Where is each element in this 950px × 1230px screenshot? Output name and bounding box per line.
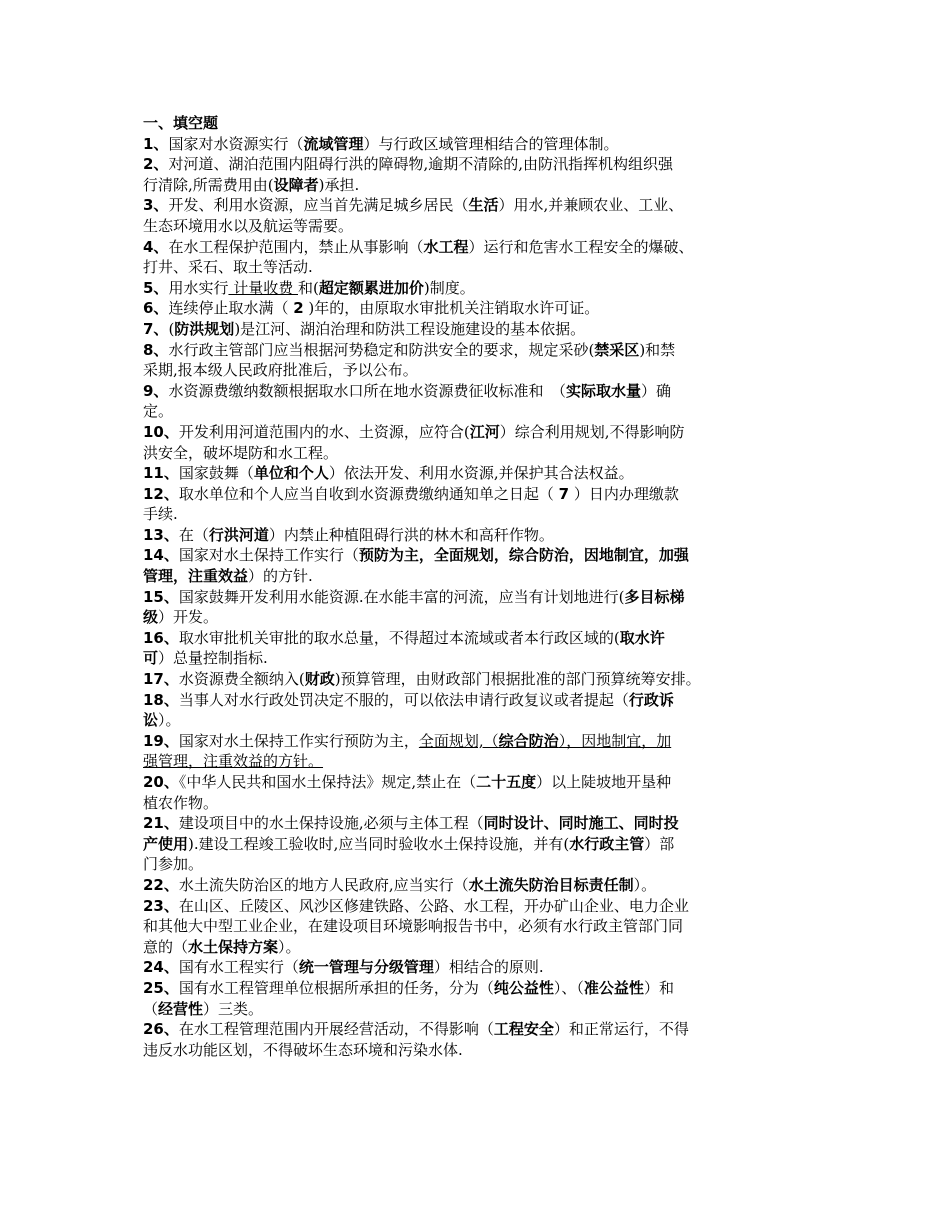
answer-text: 水土保持方案 <box>188 937 279 956</box>
text-line <box>143 1040 813 1061</box>
question-text: 和( <box>298 278 319 297</box>
question-text: ）的方针. <box>248 567 313 586</box>
answer-text: 15、 <box>143 587 179 606</box>
text-line <box>143 463 813 484</box>
text-line <box>143 1019 813 1040</box>
question-text: ）和 <box>643 978 674 997</box>
answer-text: 11、 <box>143 464 179 483</box>
text-line <box>143 937 813 958</box>
question-text: 洪安全，破坏堤防和水工程。 <box>143 443 339 462</box>
question-text: ）开发。 <box>158 608 219 627</box>
question-text: 违反水功能区划，不得破坏生态环境和污染水体. <box>143 1040 463 1059</box>
text-line <box>143 195 813 216</box>
question-text: （ <box>143 999 159 1018</box>
question-text: ）。 <box>633 875 657 894</box>
question-text: 行清除,所需费用由( <box>143 175 274 194</box>
question-text: 水行政主管部门应当根据河势稳定和防洪安全的要求，规定采砂( <box>168 340 595 359</box>
answer-text: 水工程 <box>423 237 469 256</box>
text-line <box>143 834 813 855</box>
question-text: ）、（ <box>553 978 584 997</box>
answer-text: 实际取水量 <box>565 381 641 400</box>
text-line <box>143 443 813 464</box>
question-text: ）内禁止种植阻碍行洪的林木和高秆作物。 <box>268 525 554 544</box>
answer-text: 1、 <box>143 134 169 153</box>
answer-text: 行政诉 <box>628 690 674 709</box>
question-text: ）。 <box>278 937 301 956</box>
question-text: )承担. <box>318 175 360 194</box>
question-text: )是江河、湖泊治理和防洪工程设施建设的基本依据。 <box>234 319 586 338</box>
text-line <box>143 710 813 731</box>
question-text: 建设项目中的水土保持设施,必须与主体工程（ <box>178 814 484 833</box>
question-text: ).建设工程竣工验收时,应当同时验收水土保持设施，并有( <box>188 834 570 853</box>
answer-text: 3、 <box>143 196 169 215</box>
question-text: 取水审批机关审批的取水总量，不得超过本流域或者本行政区域的( <box>178 628 620 647</box>
question-text: 连续停止取水满（ <box>168 299 294 318</box>
question-text: 采期,报本级人民政府批准后，予以公布。 <box>143 361 418 380</box>
text-line <box>143 628 813 649</box>
question-text: 在（ <box>178 525 209 544</box>
text-line <box>143 751 813 772</box>
answer-text: 级 <box>143 608 159 627</box>
question-text: 对河道、湖泊范围内阻碍行洪的障碍物,逾期不清除的,由防汛指挥机构组织强 <box>168 155 673 174</box>
text-line <box>143 278 813 299</box>
text-line <box>143 669 813 690</box>
question-text: 在山区、丘陵区、风沙区修建铁路、公路、水工程，开办矿山企业、电力企业 <box>178 896 689 915</box>
text-line <box>143 587 813 608</box>
answer-text: 8、 <box>143 340 169 359</box>
answer-text: 禁采区 <box>594 340 640 359</box>
answer-text: 生活 <box>468 196 499 215</box>
answer-text: 江河 <box>469 422 500 441</box>
answer-text: 25、 <box>143 978 179 997</box>
question-text: )制度。 <box>423 278 475 297</box>
question-text: 取水单位和个人应当自收到水资源费缴纳通知单之日起（ <box>178 484 559 503</box>
answer-text: 超定额累进加价 <box>318 278 424 297</box>
text-line <box>143 340 813 361</box>
answer-text: 17、 <box>143 670 179 689</box>
question-text: 国家鼓舞（ <box>178 464 254 483</box>
text-line <box>143 257 813 278</box>
question-text: ）确 <box>640 381 671 400</box>
section-heading: 一、填空题 <box>143 114 219 132</box>
text-line <box>143 793 813 814</box>
answer-text: 18、 <box>143 690 179 709</box>
question-text: )年的，由原取水审批机关注销取水许可证。 <box>303 299 600 318</box>
question-text: ）总量控制指标. <box>158 649 268 668</box>
answer-text: 单位和个人 <box>253 464 329 483</box>
text-line <box>143 484 813 505</box>
answer-text: 水行政主管 <box>569 834 645 853</box>
answer-text: 预防为主，全面规划，综合防治，因地制宜，加强 <box>358 546 689 565</box>
text-line <box>143 731 813 752</box>
question-text: 强管理，注重效益的方针。 <box>143 752 324 771</box>
question-text: ）部 <box>644 834 675 853</box>
question-text: 当事人对水行政处罚决定不服的，可以依法申请行政复议或者提起（ <box>178 690 629 709</box>
text-line <box>143 813 813 834</box>
answer-text: 22、 <box>143 875 179 894</box>
answer-text: 7、 <box>143 319 169 338</box>
question-text: ）。 <box>158 711 181 730</box>
question-text: 水资源费缴纳数额根据取水口所在地水资源费征收标准和 （ <box>168 381 566 400</box>
text-line <box>143 875 813 896</box>
question-text: 水土流失防治区的地方人民政府,应当实行（ <box>178 875 469 894</box>
answer-text: 设障者 <box>273 175 319 194</box>
answer-text: 管理，注重效益 <box>143 567 249 586</box>
answer-text: 10、 <box>143 422 179 441</box>
text-line <box>143 237 813 258</box>
text-line <box>143 422 813 443</box>
answer-text: 可 <box>143 649 159 668</box>
text-line <box>143 504 813 525</box>
question-list <box>143 134 813 1061</box>
answer-text: 23、 <box>143 896 179 915</box>
question-text: 计量收费 <box>228 278 298 297</box>
question-text: 国家鼓舞开发利用水能资源.在水能丰富的河流，应当有计划地进行( <box>178 587 625 606</box>
text-line <box>143 648 813 669</box>
question-text: ）日内办理缴款 <box>569 484 679 503</box>
text-line <box>143 690 813 711</box>
answer-text: 21、 <box>143 814 179 833</box>
text-line <box>143 360 813 381</box>
answer-text: 取水许 <box>619 628 665 647</box>
question-text: 《中华人民共和国水土保持法》规定,禁止在（ <box>178 773 477 791</box>
question-text: ）综合利用规划,不得影响防 <box>499 422 685 441</box>
question-text: 意的（ <box>143 937 189 956</box>
question-text: 国家对水资源实行（ <box>168 134 304 153</box>
answer-text: 13、 <box>143 525 179 544</box>
answer-text: 行洪河道 <box>208 525 269 544</box>
answer-text: 二十五度 <box>476 773 537 791</box>
question-text: 和其他大中型工业企业，在建设项目环境影响报告书中，必须有水行政主管部门同 <box>143 917 684 936</box>
answer-text: 20、 <box>143 773 179 791</box>
question-text: 门参加。 <box>143 855 204 874</box>
answer-text: 财政 <box>304 670 335 689</box>
question-text: 开发利用河道范围内的水、土资源，应符合( <box>178 422 470 441</box>
text-line <box>143 319 813 340</box>
text-line <box>143 566 813 587</box>
question-text: 定。 <box>143 402 174 421</box>
answer-text: 流域管理 <box>303 134 364 153</box>
answer-text: 纯公益性 <box>493 978 554 997</box>
text-line <box>143 978 813 999</box>
question-text: ）与行政区域管理相结合的管理体制。 <box>363 134 619 153</box>
text-line <box>143 525 813 546</box>
answer-text: 14、 <box>143 546 179 565</box>
question-text: 生态环境用水以及航运等需要。 <box>143 216 354 235</box>
answer-text: 26、 <box>143 1020 179 1039</box>
document-page <box>143 113 813 1060</box>
answer-text: 产使用 <box>143 834 189 853</box>
text-line <box>143 916 813 937</box>
answer-text: 5、 <box>143 278 169 297</box>
answer-text: 19、 <box>143 731 179 750</box>
text-line <box>143 381 813 402</box>
question-text: 植农作物。 <box>143 793 219 812</box>
answer-text: 综合防治 <box>498 731 559 750</box>
question-text: ( <box>168 319 175 338</box>
text-line <box>143 298 813 319</box>
question-text: ），因地制宜，加 <box>558 731 672 750</box>
answer-text: 6、 <box>143 299 169 318</box>
answer-text: 准公益性 <box>583 978 644 997</box>
answer-text: 7 <box>558 484 570 503</box>
answer-text: 多目标梯 <box>624 587 685 606</box>
text-line <box>143 401 813 422</box>
text-line <box>143 607 813 628</box>
answer-text: 12、 <box>143 484 179 503</box>
answer-text: 经营性 <box>158 999 204 1018</box>
answer-text: 2、 <box>143 155 169 174</box>
question-text: 国家对水土保持工作实行（ <box>178 546 359 565</box>
question-text: )预算管理，由财政部门根据批准的部门预算统筹安排。 <box>334 670 701 689</box>
text-line <box>143 854 813 875</box>
answer-text: 水土流失防治目标责任制 <box>468 875 634 894</box>
answer-text: 同时设计、同时施工、同时投 <box>483 814 679 833</box>
question-text: 水资源费全额纳入( <box>178 670 305 689</box>
answer-text: 统一管理与分级管理 <box>298 958 434 977</box>
question-text: 用水实行 <box>168 278 229 297</box>
answer-text: 讼 <box>143 711 159 730</box>
text-line <box>143 999 813 1020</box>
question-text: 在水工程保护范围内，禁止从事影响（ <box>168 237 424 256</box>
text-line <box>143 545 813 566</box>
question-text: ）和正常运行，不得 <box>553 1020 689 1039</box>
question-text: ）运行和危害水工程安全的爆破、 <box>468 237 694 256</box>
question-text: 国有水工程实行（ <box>178 958 299 977</box>
question-text: ）用水,并兼顾农业、工业、 <box>498 196 684 215</box>
question-text: )和禁 <box>639 340 676 359</box>
question-text: ）相结合的原则. <box>433 958 544 977</box>
question-text: 开发、利用水资源，应当首先满足城乡居民（ <box>168 196 469 215</box>
text-line <box>143 772 813 793</box>
question-text: 国家对水土保持工作实行预防为主， <box>178 731 419 750</box>
question-text: ）以上陡坡地开垦种 <box>536 773 672 791</box>
answer-text: 工程安全 <box>493 1020 554 1039</box>
question-text: 全面规划,（ <box>418 731 499 750</box>
question-text: ）依法开发、利用水资源,并保护其合法权益。 <box>328 464 634 483</box>
text-line <box>143 216 813 237</box>
text-line <box>143 134 813 155</box>
question-text: 国有水工程管理单位根据所承担的任务，分为（ <box>178 978 494 997</box>
question-text: 在水工程管理范围内开展经营活动，不得影响（ <box>178 1020 494 1039</box>
question-text: ）三类。 <box>203 999 264 1018</box>
question-text: 手续. <box>143 505 178 524</box>
answer-text: 4、 <box>143 237 169 256</box>
answer-text: 16、 <box>143 628 179 647</box>
question-text: 打井、采石、取土等活动. <box>143 258 313 277</box>
answer-text: 2 <box>293 299 304 318</box>
text-line <box>143 175 813 196</box>
answer-text: 防洪规划 <box>174 319 235 338</box>
text-line <box>143 154 813 175</box>
answer-text: 9、 <box>143 381 169 400</box>
text-line <box>143 896 813 917</box>
text-line <box>143 957 813 978</box>
answer-text: 24、 <box>143 958 179 977</box>
